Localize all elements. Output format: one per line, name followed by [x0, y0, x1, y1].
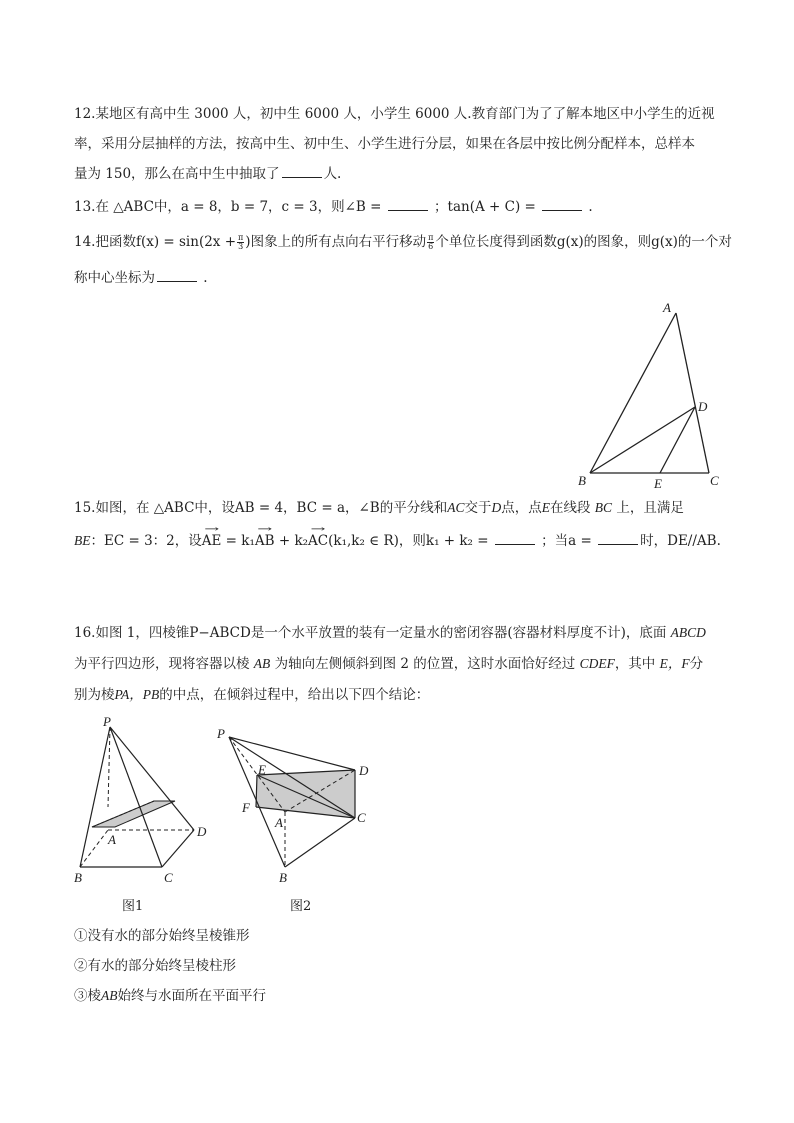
answer-blank[interactable]: [542, 198, 582, 211]
edge-pd: [229, 737, 355, 770]
q12-line1: 12.某地区有高中生 3000 人，初中生 6000 人，小学生 6000 人.教育部门为了了解本地区中小学生的近视: [74, 106, 715, 122]
q12-line2: 率，采用分层抽样的方法，按高中生、初中生、小学生进行分层，如果在各层中按比例分配样本，总样本: [74, 136, 695, 152]
segment-de: [660, 407, 695, 473]
fraction-pi-over-3: $\frac{\pi}{3}$: [238, 233, 244, 251]
label-c: C: [164, 870, 173, 885]
label-f: F: [242, 800, 250, 815]
bisector-bd: [590, 407, 695, 473]
answer-blank[interactable]: [598, 532, 638, 545]
label-e: E: [258, 762, 266, 777]
q16-line2: 为平行四边形，现将容器以棱 AB 为轴向左侧倾斜到图 2 的位置，这时水面恰好经过 CDEF，其中 E，F分: [74, 656, 704, 672]
q15-line1: 15.如图，在 △ABC中，设AB = 4，BC = a，∠B的平分线和AC交于D点，点E在线段 BC 上，且满足: [74, 500, 684, 516]
answer-blank[interactable]: [282, 165, 322, 178]
label-e: E: [654, 476, 662, 491]
figure-1: [70, 712, 220, 917]
answer-blank[interactable]: [495, 532, 535, 545]
label-b: B: [578, 473, 586, 488]
answer-blank[interactable]: [388, 198, 428, 211]
label-a: A: [275, 815, 283, 830]
fraction-pi-over-6: $\frac{\pi}{6}$: [428, 233, 434, 251]
water-surface: [256, 770, 355, 818]
q15-line2: BE：EC = 3：2，设→ AE = k₁→ AB + k₂→ AC(k₁,k₂ ∈ R)，则k₁ + k₂ = ；当a = 时，DE//AB.: [74, 531, 721, 551]
q14-line1: 14.把函数f(x) = sin(2x + $\frac{\pi}{3}$ )图象上的所有点向右平行移动 $\frac{\pi}{6}$ 个单位长度得到函数g(x)的图象，则g(x)的一个对: [74, 233, 732, 251]
q16-line3: 别为棱PA，PB的中点，在倾斜过程中，给出以下四个结论：: [74, 687, 430, 703]
label-a: A: [108, 832, 116, 847]
edge-pb: [80, 727, 110, 867]
answer-blank[interactable]: [157, 269, 197, 282]
label-p: P: [103, 714, 111, 729]
vector-ae: → AE: [202, 531, 222, 551]
vector-ab: → AB: [255, 531, 275, 551]
side-ab: [590, 313, 676, 473]
q13-line: 13.在 △ABC中，a = 8，b = 7，c = 3，则∠B = ；tan(A + C) = .: [74, 199, 593, 215]
figure-1-caption: 图1: [122, 899, 144, 914]
label-b: B: [279, 870, 287, 885]
water-surface: [92, 801, 175, 827]
q14-line2: 称中心坐标为 .: [74, 270, 208, 286]
label-p: P: [217, 726, 225, 741]
label-a: A: [663, 300, 671, 315]
vector-ac: → AC: [308, 531, 328, 551]
label-d: D: [698, 399, 708, 414]
edge-pc: [110, 727, 162, 867]
conclusion-1: ①没有水的部分始终呈棱锥形: [74, 928, 250, 944]
triangle-figure: [570, 295, 730, 495]
label-b: B: [74, 870, 82, 885]
figure-2: [212, 722, 382, 918]
label-c: C: [710, 473, 719, 488]
side-ac: [676, 313, 709, 473]
label-d: D: [359, 763, 369, 778]
edge-cd: [162, 830, 194, 867]
label-c: C: [357, 810, 366, 825]
label-d: D: [197, 824, 207, 839]
edge-pa-hidden: [108, 727, 110, 807]
q16-line1: 16.如图 1，四棱锥P−ABCD是一个水平放置的装有一定量水的密闭容器(容器材料厚度不计)，底面 ABCD: [74, 625, 706, 641]
edge-bc: [285, 818, 355, 867]
conclusion-3: ③棱AB始终与水面所在平面平行: [74, 988, 266, 1004]
q12-line3: 量为 150，那么在高中生中抽取了 人.: [74, 166, 342, 182]
conclusion-2: ②有水的部分始终呈棱柱形: [74, 958, 236, 974]
figure-2-caption: 图2: [290, 899, 312, 914]
